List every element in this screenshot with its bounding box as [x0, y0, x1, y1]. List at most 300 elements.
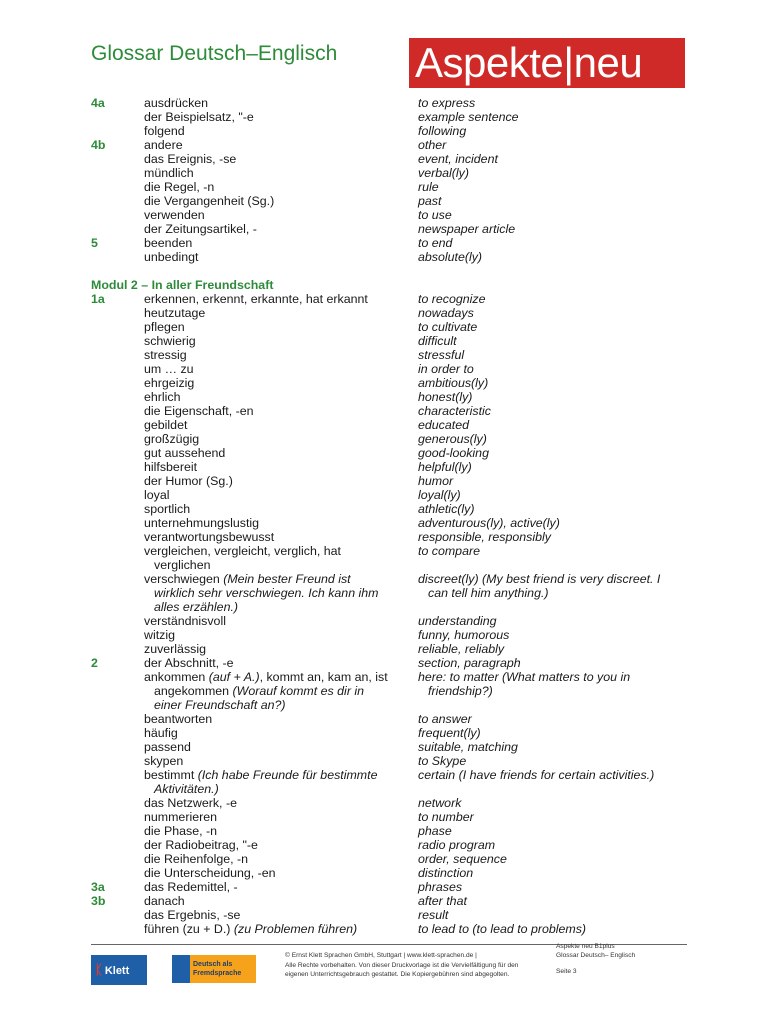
german-forms: verglichen — [154, 558, 211, 572]
german-word: hilfsbereit — [144, 460, 198, 474]
german-term — [144, 810, 406, 824]
german-term — [144, 474, 406, 488]
german-term — [144, 418, 406, 432]
german-word: unternehmungslustig — [144, 516, 260, 530]
english-translation — [418, 460, 686, 474]
german-word: das Ereignis, -se — [144, 152, 237, 166]
german-line — [144, 852, 248, 866]
english-translation — [418, 488, 686, 502]
german-word: danach — [144, 894, 185, 908]
meta-book: Aspekte neu B1plus — [556, 943, 615, 950]
german-line — [144, 96, 208, 110]
german-line — [144, 642, 206, 656]
german-line — [144, 768, 377, 782]
english-line: event, incident — [418, 152, 498, 166]
german-word: sportlich — [144, 502, 191, 516]
german-word: vergleichen, vergleicht, verglich, hat — [144, 544, 341, 558]
german-continuation — [144, 698, 406, 712]
english-translation — [418, 166, 686, 180]
english-translation — [418, 656, 686, 670]
english-line: to Skype — [418, 754, 467, 768]
klett-glyph-icon: ᛕ — [95, 962, 103, 977]
german-example: wirklich sehr verschwiegen. Ich kann ihm — [154, 586, 379, 600]
german-word: erkennen, erkennt, erkannte, hat erkannt — [144, 292, 368, 306]
german-term — [144, 866, 406, 880]
english-line: to number — [418, 810, 474, 824]
german-term — [144, 208, 406, 222]
english-line: to cultivate — [418, 320, 478, 334]
german-word: verantwortungsbewusst — [144, 530, 275, 544]
german-word: die Unterscheidung, -en — [144, 866, 276, 880]
german-term — [144, 194, 406, 208]
german-line — [144, 250, 198, 264]
german-line — [144, 306, 205, 320]
english-translation — [418, 530, 686, 544]
english-line: distinction — [418, 866, 474, 880]
german-word: der Beispielsatz, "-e — [144, 110, 254, 124]
english-translation — [418, 110, 686, 124]
english-translation — [418, 544, 686, 558]
english-line: helpful(ly) — [418, 460, 472, 474]
english-line: stressful — [418, 348, 465, 362]
page-meta — [556, 943, 686, 977]
english-line: following — [418, 124, 467, 138]
german-line — [144, 124, 185, 138]
german-term — [144, 432, 406, 446]
english-line: adventurous(ly), active(ly) — [418, 516, 560, 530]
german-line — [144, 796, 237, 810]
german-continuation — [144, 782, 406, 796]
german-term — [144, 502, 406, 516]
german-term — [144, 544, 406, 572]
daf-label: Deutsch als Fremdsprache — [190, 955, 256, 983]
english-line: phrases — [418, 880, 463, 894]
german-word: ausdrücken — [144, 96, 209, 110]
german-term — [144, 614, 406, 628]
german-word: der Zeitungsartikel, - — [144, 222, 257, 236]
english-line: example sentence — [418, 110, 519, 124]
german-example: (Worauf kommt es dir in — [229, 684, 365, 698]
german-word: unbedingt — [144, 250, 199, 264]
german-term — [144, 530, 406, 544]
german-word: die Vergangenheit (Sg.) — [144, 194, 275, 208]
german-word: die Eigenschaft, -en — [144, 404, 254, 418]
english-line: understanding — [418, 614, 497, 628]
german-line — [144, 292, 368, 306]
german-line — [144, 362, 194, 376]
section-number: 5 — [91, 236, 98, 250]
german-word: loyal — [144, 488, 170, 502]
german-line — [144, 866, 276, 880]
german-word: ehrgeizig — [144, 376, 195, 390]
german-line — [144, 446, 225, 460]
german-term — [144, 824, 406, 838]
module-heading: Modul 2 – In aller Freundschaft — [91, 278, 274, 292]
english-line: reliable, reliably — [418, 642, 505, 656]
german-word: verschwiegen — [144, 572, 220, 586]
german-example: (auf + A.) — [205, 670, 260, 684]
german-line — [144, 754, 183, 768]
section-number: 3a — [91, 880, 105, 894]
german-line — [144, 138, 183, 152]
german-line — [144, 474, 233, 488]
english-translation — [418, 432, 686, 446]
german-term — [144, 306, 406, 320]
german-word: pflegen — [144, 320, 185, 334]
german-word: witzig — [144, 628, 175, 642]
english-line: suitable, matching — [418, 740, 518, 754]
german-term — [144, 124, 406, 138]
german-line — [144, 194, 274, 208]
copyright-line: Alle Rechte vorbehalten. Von dieser Druckvorlage ist die Vervielfältigung für den — [285, 961, 519, 969]
english-line: to use — [418, 208, 452, 222]
english-translation — [418, 124, 686, 138]
german-term — [144, 348, 406, 362]
german-word: der Abschnitt, -e — [144, 656, 234, 670]
german-forms: angekommen — [154, 684, 230, 698]
german-line — [144, 418, 187, 432]
english-translation — [418, 362, 686, 376]
daf-logo — [172, 955, 256, 983]
english-line: newspaper article — [418, 222, 516, 236]
english-translation — [418, 712, 686, 726]
english-line: responsible, responsibly — [418, 530, 551, 544]
german-term — [144, 642, 406, 656]
german-term — [144, 362, 406, 376]
english-translation — [418, 418, 686, 432]
german-line — [144, 894, 185, 908]
german-term — [144, 726, 406, 740]
german-term — [144, 740, 406, 754]
english-line: generous(ly) — [418, 432, 487, 446]
german-line — [144, 222, 257, 236]
german-line — [144, 390, 181, 404]
english-translation — [418, 390, 686, 404]
german-term — [144, 922, 406, 936]
english-line: to lead to (to lead to problems) — [418, 922, 587, 936]
german-term — [144, 488, 406, 502]
german-word: schwierig — [144, 334, 196, 348]
english-translation — [418, 922, 686, 936]
english-line: difficult — [418, 334, 457, 348]
english-translation — [418, 334, 686, 348]
german-line — [144, 740, 191, 754]
german-example: alles erzählen.) — [154, 600, 239, 614]
german-term — [144, 166, 406, 180]
english-translation — [418, 908, 686, 922]
german-term — [144, 712, 406, 726]
english-line: nowadays — [418, 306, 474, 320]
german-term — [144, 908, 406, 922]
english-line: to express — [418, 96, 476, 110]
german-term — [144, 768, 406, 796]
german-line — [144, 348, 187, 362]
german-term — [144, 250, 406, 264]
daf-stripe — [172, 955, 190, 983]
german-term — [144, 754, 406, 768]
english-translation — [418, 670, 686, 698]
english-translation — [418, 250, 686, 264]
aspekte-neu-logo: Aspekte|neu — [409, 38, 685, 88]
english-line: in order to — [418, 362, 474, 376]
german-example: (zu Problemen führen) — [230, 922, 358, 936]
german-word: die Regel, -n — [144, 180, 215, 194]
german-example: Aktivitäten.) — [154, 782, 219, 796]
german-term — [144, 894, 406, 908]
english-translation — [418, 894, 686, 908]
english-line: radio program — [418, 838, 496, 852]
english-translation — [418, 404, 686, 418]
german-line — [144, 516, 259, 530]
german-line — [144, 320, 185, 334]
german-word: bestimmt — [144, 768, 195, 782]
german-word: das Ergebnis, -se — [144, 908, 241, 922]
english-line: other — [418, 138, 447, 152]
english-line: to recognize — [418, 292, 486, 306]
english-continuation: can tell him anything.) — [428, 586, 549, 600]
german-line — [144, 824, 217, 838]
english-line: to answer — [418, 712, 472, 726]
german-line — [144, 460, 197, 474]
page-title: Glossar Deutsch–Englisch — [91, 42, 338, 65]
german-term — [144, 236, 406, 250]
german-line — [144, 404, 254, 418]
english-translation — [418, 796, 686, 810]
english-translation — [418, 320, 686, 334]
english-translation — [418, 572, 686, 600]
section-number: 2 — [91, 656, 98, 670]
english-line: past — [418, 194, 442, 208]
german-line — [144, 838, 258, 852]
german-word: großzügig — [144, 432, 200, 446]
english-translation — [418, 866, 686, 880]
german-line — [144, 922, 357, 936]
english-translation — [418, 642, 686, 656]
english-line: result — [418, 908, 449, 922]
klett-label: Klett — [104, 965, 130, 977]
german-term — [144, 320, 406, 334]
german-term — [144, 152, 406, 166]
english-translation — [418, 614, 686, 628]
english-line: ambitious(ly) — [418, 376, 489, 390]
german-word: verständnisvoll — [144, 614, 226, 628]
german-example: (Ich habe Freunde für bestimmte — [194, 768, 378, 782]
german-word: beenden — [144, 236, 193, 250]
german-line — [144, 670, 388, 684]
german-word: heutzutage — [144, 306, 206, 320]
section-number: 1a — [91, 292, 105, 306]
german-term — [144, 516, 406, 530]
german-word: das Netzwerk, -e — [144, 796, 237, 810]
german-term — [144, 572, 406, 614]
german-example: einer Freundschaft an?) — [154, 698, 286, 712]
german-word: der Radiobeitrag, "-e — [144, 838, 258, 852]
german-word: zuverlässig — [144, 642, 206, 656]
german-word: das Redemittel, - — [144, 880, 238, 894]
german-line — [144, 166, 194, 180]
english-line: to end — [418, 236, 453, 250]
german-word: ankommen — [144, 670, 206, 684]
english-line: athletic(ly) — [418, 502, 475, 516]
german-continuation — [144, 586, 406, 600]
english-translation — [418, 96, 686, 110]
english-translation — [418, 376, 686, 390]
english-translation — [418, 236, 686, 250]
english-line: humor — [418, 474, 454, 488]
english-line: characteristic — [418, 404, 491, 418]
german-term — [144, 446, 406, 460]
english-line: here: to matter (What matters to you in — [418, 670, 631, 684]
german-line — [144, 572, 351, 586]
english-translation — [418, 824, 686, 838]
english-translation — [418, 502, 686, 516]
copyright-notice — [285, 951, 545, 980]
german-continuation — [144, 558, 406, 572]
german-word: passend — [144, 740, 191, 754]
section-number: 4b — [91, 138, 106, 152]
german-term — [144, 880, 406, 894]
english-translation — [418, 880, 686, 894]
german-line — [144, 334, 196, 348]
german-term — [144, 670, 406, 712]
copyright-line: eigenen Unterrichtsgebrauch gestattet. Die Kopiergebühren sind abgegolten. — [285, 971, 510, 979]
german-line — [144, 432, 199, 446]
german-word: beantworten — [144, 712, 213, 726]
german-line — [144, 656, 234, 670]
german-term — [144, 180, 406, 194]
german-term — [144, 852, 406, 866]
english-line: loyal(ly) — [418, 488, 461, 502]
german-line — [144, 614, 226, 628]
english-translation — [418, 852, 686, 866]
english-line: frequent(ly) — [418, 726, 481, 740]
meta-glossary: Glossar Deutsch– Englisch — [556, 951, 636, 959]
english-line: verbal(ly) — [418, 166, 469, 180]
english-line: absolute(ly) — [418, 250, 483, 264]
german-word: die Reihenfolge, -n — [144, 852, 249, 866]
english-translation — [418, 194, 686, 208]
german-line — [144, 110, 254, 124]
german-term — [144, 838, 406, 852]
english-line: after that — [418, 894, 467, 908]
german-word: mündlich — [144, 166, 194, 180]
german-forms: , kommt an, kam an, ist — [259, 670, 388, 684]
german-line — [144, 236, 192, 250]
german-line — [144, 908, 240, 922]
english-line: order, sequence — [418, 852, 507, 866]
german-term — [144, 656, 406, 670]
english-translation — [418, 306, 686, 320]
german-continuation — [144, 600, 406, 614]
english-line: funny, humorous — [418, 628, 510, 642]
english-translation — [418, 754, 686, 768]
english-line: good-looking — [418, 446, 489, 460]
german-line — [144, 502, 190, 516]
german-word: gebildet — [144, 418, 188, 432]
english-translation — [418, 628, 686, 642]
english-line: educated — [418, 418, 469, 432]
english-translation — [418, 292, 686, 306]
german-term — [144, 222, 406, 236]
german-term — [144, 334, 406, 348]
english-line: to compare — [418, 544, 480, 558]
english-translation — [418, 152, 686, 166]
english-translation — [418, 768, 686, 782]
german-line — [144, 726, 178, 740]
german-line — [144, 376, 194, 390]
german-term — [144, 796, 406, 810]
english-translation — [418, 446, 686, 460]
english-translation — [418, 838, 686, 852]
german-example: (Mein bester Freund ist — [219, 572, 351, 586]
german-word: ehrlich — [144, 390, 181, 404]
english-line: network — [418, 796, 462, 810]
german-word: häufig — [144, 726, 178, 740]
german-word: um … zu — [144, 362, 194, 376]
english-line: certain (I have friends for certain activities.) — [418, 768, 655, 782]
german-line — [144, 152, 236, 166]
german-word: der Humor (Sg.) — [144, 474, 233, 488]
german-term — [144, 376, 406, 390]
german-word: verwenden — [144, 208, 205, 222]
section-number: 4a — [91, 96, 105, 110]
german-line — [144, 208, 205, 222]
english-continuation: friendship?) — [428, 684, 493, 698]
english-translation — [418, 474, 686, 488]
german-term — [144, 404, 406, 418]
english-translation — [418, 726, 686, 740]
german-line — [144, 712, 212, 726]
klett-logo — [91, 955, 147, 985]
german-term — [144, 96, 406, 110]
german-term — [144, 138, 406, 152]
german-line — [144, 880, 238, 894]
german-line — [144, 544, 341, 558]
copyright-line: © Ernst Klett Sprachen GmbH, Stuttgart | www.klett-sprachen.de | — [285, 952, 477, 959]
german-word: die Phase, -n — [144, 824, 218, 838]
english-translation — [418, 138, 686, 152]
german-term — [144, 292, 406, 306]
german-term — [144, 628, 406, 642]
german-term — [144, 460, 406, 474]
english-translation — [418, 208, 686, 222]
section-number: 3b — [91, 894, 106, 908]
english-translation — [418, 180, 686, 194]
english-line: rule — [418, 180, 439, 194]
german-word: skypen — [144, 754, 184, 768]
english-translation — [418, 222, 686, 236]
german-line — [144, 180, 214, 194]
german-line — [144, 488, 169, 502]
meta-page: Seite 3 — [556, 968, 577, 975]
english-translation — [418, 516, 686, 530]
german-word: gut aussehend — [144, 446, 226, 460]
german-line — [144, 530, 274, 544]
german-word: folgend — [144, 124, 185, 138]
english-line: section, paragraph — [418, 656, 521, 670]
german-term — [144, 110, 406, 124]
german-continuation — [144, 684, 406, 698]
english-translation — [418, 348, 686, 362]
english-line: honest(ly) — [418, 390, 473, 404]
english-line: discreet(ly) (My best friend is very discreet. I — [418, 572, 661, 586]
german-term — [144, 390, 406, 404]
german-word: nummerieren — [144, 810, 217, 824]
german-line — [144, 628, 175, 642]
english-translation — [418, 810, 686, 824]
german-line — [144, 810, 217, 824]
german-word: führen (zu + D.) — [144, 922, 231, 936]
